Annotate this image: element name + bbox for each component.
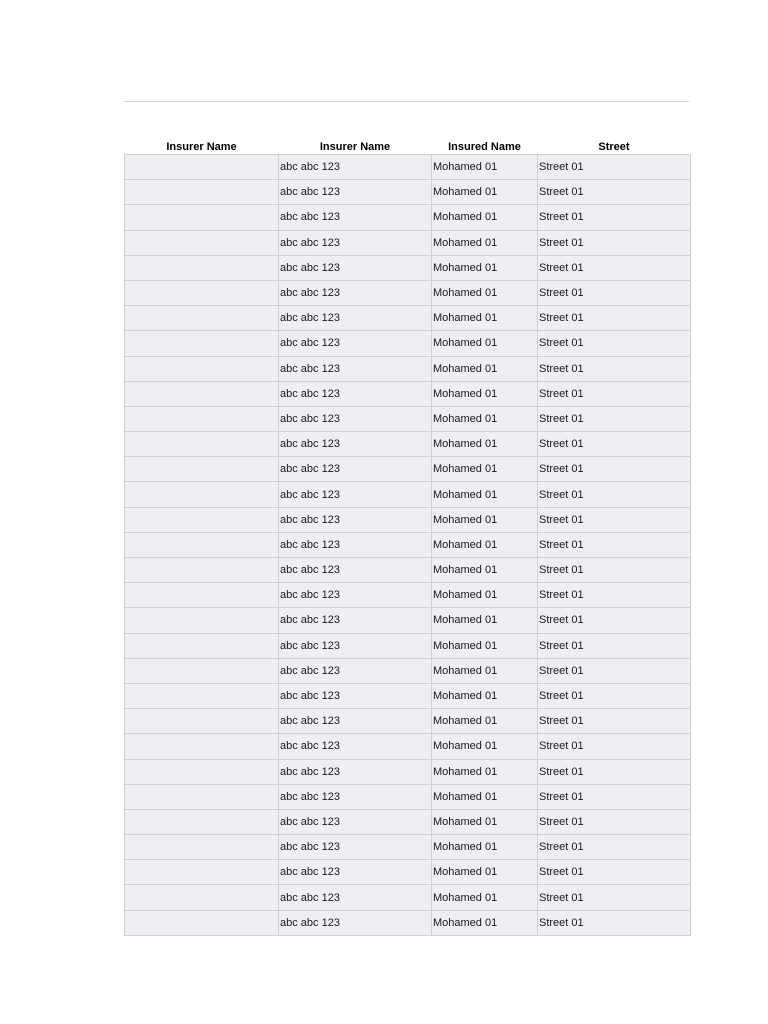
- cell-insured-name: Mohamed 01: [432, 860, 538, 885]
- cell-insured-name: Mohamed 01: [432, 331, 538, 356]
- cell-insured-name: Mohamed 01: [432, 356, 538, 381]
- cell-street: Street 01: [538, 381, 691, 406]
- cell-insurer-name-2: abc abc 123: [279, 734, 432, 759]
- cell-insurer-name-2: abc abc 123: [279, 910, 432, 935]
- table-row: [125, 835, 691, 860]
- column-header-street: Street: [598, 141, 630, 153]
- cell-insured-name: Mohamed 01: [432, 432, 538, 457]
- cell-insurer-name-2: abc abc 123: [279, 381, 432, 406]
- column-header-insurer-name: Insurer Name: [166, 141, 237, 153]
- cell-insurer-name: [125, 457, 279, 482]
- cell-street: Street 01: [538, 532, 691, 557]
- table-row: [125, 331, 691, 356]
- cell-insurer-name: [125, 306, 279, 331]
- cell-insurer-name: [125, 885, 279, 910]
- cell-insurer-name: [125, 532, 279, 557]
- cell-street: Street 01: [538, 432, 691, 457]
- cell-street: Street 01: [538, 356, 691, 381]
- cell-street: Street 01: [538, 205, 691, 230]
- cell-insurer-name: [125, 381, 279, 406]
- cell-street: Street 01: [538, 910, 691, 935]
- cell-insurer-name: [125, 734, 279, 759]
- cell-insurer-name: [125, 835, 279, 860]
- cell-insurer-name: [125, 558, 279, 583]
- cell-insurer-name-2: abc abc 123: [279, 155, 432, 180]
- cell-insurer-name: [125, 432, 279, 457]
- table-row: [125, 205, 691, 230]
- table-row: [125, 381, 691, 406]
- table-row: [125, 860, 691, 885]
- cell-insurer-name: [125, 658, 279, 683]
- cell-insured-name: Mohamed 01: [432, 608, 538, 633]
- table-row: [125, 910, 691, 935]
- cell-insurer-name-2: abc abc 123: [279, 683, 432, 708]
- cell-insurer-name: [125, 280, 279, 305]
- cell-insurer-name-2: abc abc 123: [279, 633, 432, 658]
- table-row: [125, 356, 691, 381]
- cell-insured-name: Mohamed 01: [432, 306, 538, 331]
- cell-insured-name: Mohamed 01: [432, 255, 538, 280]
- cell-insured-name: Mohamed 01: [432, 910, 538, 935]
- cell-insurer-name-2: abc abc 123: [279, 709, 432, 734]
- cell-insured-name: Mohamed 01: [432, 532, 538, 557]
- table-row: [125, 633, 691, 658]
- cell-insurer-name-2: abc abc 123: [279, 583, 432, 608]
- cell-insurer-name-2: abc abc 123: [279, 432, 432, 457]
- cell-insurer-name: [125, 809, 279, 834]
- cell-street: Street 01: [538, 860, 691, 885]
- cell-insurer-name: [125, 507, 279, 532]
- cell-insurer-name-2: abc abc 123: [279, 230, 432, 255]
- table-row: [125, 809, 691, 834]
- horizontal-rule: [124, 101, 689, 102]
- cell-insurer-name: [125, 583, 279, 608]
- cell-insurer-name-2: abc abc 123: [279, 759, 432, 784]
- cell-insurer-name: [125, 230, 279, 255]
- cell-insurer-name: [125, 860, 279, 885]
- table-row: [125, 255, 691, 280]
- cell-insurer-name-2: abc abc 123: [279, 885, 432, 910]
- table-row: [125, 658, 691, 683]
- cell-insurer-name-2: abc abc 123: [279, 658, 432, 683]
- cell-insurer-name-2: abc abc 123: [279, 205, 432, 230]
- cell-street: Street 01: [538, 507, 691, 532]
- cell-insured-name: Mohamed 01: [432, 835, 538, 860]
- cell-insurer-name-2: abc abc 123: [279, 356, 432, 381]
- cell-street: Street 01: [538, 633, 691, 658]
- cell-insured-name: Mohamed 01: [432, 558, 538, 583]
- cell-insurer-name: [125, 482, 279, 507]
- cell-insured-name: Mohamed 01: [432, 658, 538, 683]
- cell-insured-name: Mohamed 01: [432, 155, 538, 180]
- cell-insured-name: Mohamed 01: [432, 709, 538, 734]
- cell-insurer-name-2: abc abc 123: [279, 558, 432, 583]
- cell-insurer-name: [125, 205, 279, 230]
- cell-insured-name: Mohamed 01: [432, 230, 538, 255]
- table-row: [125, 406, 691, 431]
- table-row: [125, 759, 691, 784]
- table-row: [125, 180, 691, 205]
- cell-insured-name: Mohamed 01: [432, 759, 538, 784]
- cell-insurer-name: [125, 155, 279, 180]
- cell-insurer-name-2: abc abc 123: [279, 280, 432, 305]
- cell-insurer-name-2: abc abc 123: [279, 532, 432, 557]
- table-row: [125, 734, 691, 759]
- cell-street: Street 01: [538, 457, 691, 482]
- cell-insurer-name-2: abc abc 123: [279, 860, 432, 885]
- cell-insurer-name-2: abc abc 123: [279, 180, 432, 205]
- cell-insurer-name: [125, 683, 279, 708]
- table-row: [125, 885, 691, 910]
- cell-insurer-name-2: abc abc 123: [279, 809, 432, 834]
- cell-street: Street 01: [538, 759, 691, 784]
- table-header-row: [125, 138, 691, 155]
- cell-street: Street 01: [538, 784, 691, 809]
- cell-street: Street 01: [538, 683, 691, 708]
- cell-insured-name: Mohamed 01: [432, 734, 538, 759]
- cell-street: Street 01: [538, 658, 691, 683]
- cell-insured-name: Mohamed 01: [432, 583, 538, 608]
- cell-insurer-name-2: abc abc 123: [279, 835, 432, 860]
- cell-insured-name: Mohamed 01: [432, 633, 538, 658]
- cell-insurer-name: [125, 709, 279, 734]
- cell-insurer-name: [125, 910, 279, 935]
- table-row: [125, 608, 691, 633]
- table-row: [125, 583, 691, 608]
- cell-insurer-name-2: abc abc 123: [279, 331, 432, 356]
- cell-street: Street 01: [538, 155, 691, 180]
- cell-insured-name: Mohamed 01: [432, 180, 538, 205]
- table-row: [125, 280, 691, 305]
- cell-street: Street 01: [538, 255, 691, 280]
- cell-insurer-name: [125, 180, 279, 205]
- cell-insurer-name: [125, 356, 279, 381]
- cell-insurer-name-2: abc abc 123: [279, 306, 432, 331]
- cell-street: Street 01: [538, 709, 691, 734]
- cell-street: Street 01: [538, 230, 691, 255]
- cell-street: Street 01: [538, 583, 691, 608]
- table-row: [125, 683, 691, 708]
- cell-street: Street 01: [538, 331, 691, 356]
- cell-insurer-name: [125, 608, 279, 633]
- cell-street: Street 01: [538, 482, 691, 507]
- cell-insured-name: Mohamed 01: [432, 809, 538, 834]
- table-row: [125, 155, 691, 180]
- cell-street: Street 01: [538, 734, 691, 759]
- cell-insured-name: Mohamed 01: [432, 457, 538, 482]
- cell-insured-name: Mohamed 01: [432, 381, 538, 406]
- cell-insurer-name: [125, 759, 279, 784]
- cell-insured-name: Mohamed 01: [432, 406, 538, 431]
- cell-insurer-name-2: abc abc 123: [279, 608, 432, 633]
- table-row: [125, 784, 691, 809]
- cell-street: Street 01: [538, 608, 691, 633]
- table-row: [125, 457, 691, 482]
- table-row: [125, 482, 691, 507]
- cell-insurer-name-2: abc abc 123: [279, 457, 432, 482]
- table-body: [125, 155, 691, 936]
- cell-insured-name: Mohamed 01: [432, 885, 538, 910]
- cell-insurer-name-2: abc abc 123: [279, 784, 432, 809]
- cell-street: Street 01: [538, 558, 691, 583]
- table-row: [125, 230, 691, 255]
- cell-insured-name: Mohamed 01: [432, 280, 538, 305]
- cell-insurer-name-2: abc abc 123: [279, 406, 432, 431]
- cell-insurer-name: [125, 255, 279, 280]
- cell-street: Street 01: [538, 835, 691, 860]
- table-row: [125, 306, 691, 331]
- table-row: [125, 507, 691, 532]
- cell-street: Street 01: [538, 406, 691, 431]
- cell-street: Street 01: [538, 885, 691, 910]
- cell-insured-name: Mohamed 01: [432, 482, 538, 507]
- cell-insured-name: Mohamed 01: [432, 784, 538, 809]
- cell-insurer-name: [125, 784, 279, 809]
- table-row: [125, 558, 691, 583]
- column-header-insurer-name-2: Insurer Name: [319, 141, 391, 153]
- cell-street: Street 01: [538, 180, 691, 205]
- cell-insurer-name: [125, 331, 279, 356]
- table-row: [125, 532, 691, 557]
- cell-street: Street 01: [538, 280, 691, 305]
- cell-insurer-name: [125, 406, 279, 431]
- cell-street: Street 01: [538, 306, 691, 331]
- cell-insurer-name-2: abc abc 123: [279, 255, 432, 280]
- cell-insured-name: Mohamed 01: [432, 205, 538, 230]
- table-row: [125, 709, 691, 734]
- cell-insurer-name-2: abc abc 123: [279, 482, 432, 507]
- data-table: [124, 138, 691, 936]
- cell-street: Street 01: [538, 809, 691, 834]
- table-row: [125, 432, 691, 457]
- column-header-insured-name: Insured Name: [448, 141, 521, 153]
- cell-insurer-name-2: abc abc 123: [279, 507, 432, 532]
- cell-insured-name: Mohamed 01: [432, 683, 538, 708]
- cell-insurer-name: [125, 633, 279, 658]
- cell-insured-name: Mohamed 01: [432, 507, 538, 532]
